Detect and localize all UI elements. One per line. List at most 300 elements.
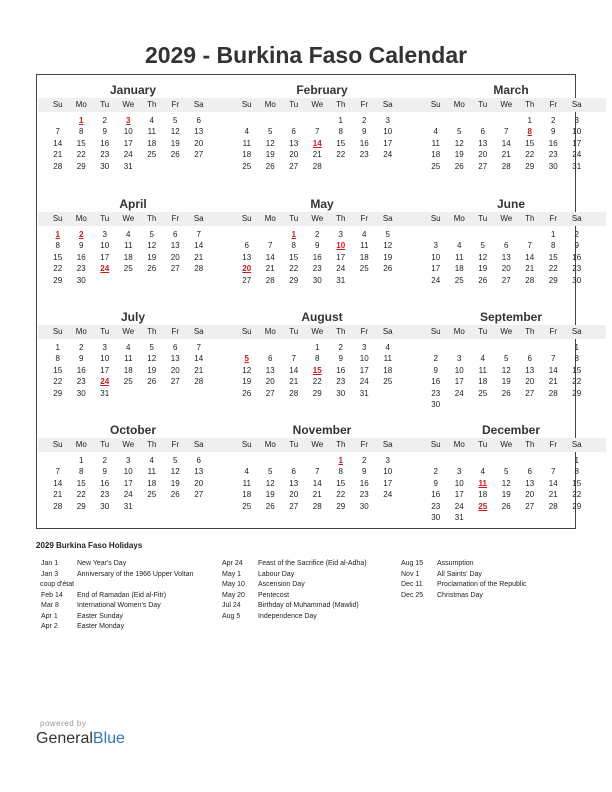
day-cell[interactable]: 28 (265, 275, 275, 285)
day-cell[interactable]: 11 (124, 354, 133, 364)
day-cell[interactable]: 21 (194, 252, 204, 262)
day-cell[interactable]: 18 (147, 478, 157, 488)
day-cell[interactable]: 25 (123, 377, 133, 387)
day-cell[interactable]: 3 (338, 230, 343, 239)
day-cell[interactable]: 25 (147, 150, 157, 160)
day-cell[interactable]: 7 (268, 241, 273, 251)
day-cell[interactable]: 29 (76, 161, 86, 171)
day-cell[interactable]: 13 (170, 354, 180, 364)
day-cell[interactable]: 25 (454, 275, 464, 285)
holiday-day[interactable]: 5 (244, 354, 249, 364)
day-cell[interactable]: 16 (548, 138, 558, 148)
day-cell[interactable]: 21 (53, 490, 63, 500)
day-cell[interactable]: 15 (53, 252, 63, 262)
day-cell[interactable]: 25 (431, 161, 441, 171)
day-cell[interactable]: 1 (79, 456, 84, 465)
day-cell[interactable]: 10 (572, 127, 582, 137)
day-cell[interactable]: 14 (53, 478, 63, 488)
day-cell[interactable]: 26 (501, 388, 511, 398)
holiday-day[interactable]: 1 (55, 230, 60, 239)
day-cell[interactable]: 31 (123, 161, 133, 171)
generalblue-logo[interactable] (36, 730, 125, 748)
day-cell[interactable]: 19 (265, 150, 275, 160)
day-cell[interactable]: 24 (336, 264, 346, 274)
day-cell[interactable]: 17 (383, 478, 393, 488)
day-cell[interactable]: 25 (359, 264, 369, 274)
day-cell[interactable]: 14 (265, 252, 275, 262)
day-cell[interactable]: 13 (242, 252, 252, 262)
day-cell[interactable]: 21 (548, 377, 558, 387)
day-cell[interactable]: 10 (123, 127, 133, 137)
day-cell[interactable]: 10 (359, 354, 369, 364)
day-cell[interactable]: 6 (268, 354, 273, 364)
day-cell[interactable]: 8 (574, 354, 579, 364)
day-cell[interactable]: 27 (525, 501, 535, 511)
day-cell[interactable]: 26 (501, 501, 511, 511)
day-cell[interactable]: 8 (55, 354, 60, 364)
day-cell[interactable]: 6 (527, 354, 532, 364)
day-cell[interactable]: 10 (100, 241, 110, 251)
day-cell[interactable]: 29 (336, 501, 346, 511)
day-cell[interactable]: 19 (147, 365, 157, 375)
day-cell[interactable]: 20 (289, 150, 299, 160)
day-cell[interactable]: 5 (268, 127, 273, 137)
day-cell[interactable]: 4 (480, 354, 485, 364)
day-cell[interactable]: 11 (124, 241, 133, 251)
day-cell[interactable]: 18 (478, 377, 488, 387)
day-cell[interactable]: 8 (551, 241, 556, 251)
day-cell[interactable]: 21 (53, 150, 63, 160)
day-cell[interactable]: 3 (362, 343, 367, 352)
day-cell[interactable]: 20 (525, 490, 535, 500)
day-cell[interactable]: 13 (501, 252, 511, 262)
day-cell[interactable]: 28 (548, 501, 558, 511)
day-cell[interactable]: 24 (454, 501, 464, 511)
day-cell[interactable]: 18 (123, 365, 133, 375)
day-cell[interactable]: 20 (478, 150, 488, 160)
day-cell[interactable]: 24 (359, 377, 369, 387)
day-cell[interactable]: 24 (383, 490, 393, 500)
day-cell[interactable]: 9 (551, 127, 556, 137)
day-cell[interactable]: 5 (173, 116, 178, 125)
day-cell[interactable]: 2 (551, 116, 556, 125)
day-cell[interactable]: 22 (76, 150, 86, 160)
holiday-day[interactable]: 20 (242, 264, 252, 274)
day-cell[interactable]: 7 (55, 467, 60, 477)
day-cell[interactable]: 2 (102, 116, 107, 125)
day-cell[interactable]: 30 (359, 501, 369, 511)
holiday-day[interactable]: 2 (79, 230, 84, 239)
day-cell[interactable]: 19 (242, 377, 252, 387)
day-cell[interactable]: 13 (170, 241, 180, 251)
day-cell[interactable]: 9 (433, 365, 438, 375)
day-cell[interactable]: 21 (548, 490, 558, 500)
day-cell[interactable]: 29 (53, 275, 63, 285)
day-cell[interactable]: 9 (315, 241, 320, 251)
day-cell[interactable]: 8 (55, 241, 60, 251)
day-cell[interactable]: 30 (100, 161, 110, 171)
day-cell[interactable]: 28 (312, 161, 322, 171)
day-cell[interactable]: 7 (527, 241, 532, 251)
day-cell[interactable]: 30 (572, 275, 582, 285)
day-cell[interactable]: 5 (268, 467, 273, 477)
day-cell[interactable]: 3 (574, 116, 579, 125)
day-cell[interactable]: 16 (312, 252, 322, 262)
day-cell[interactable]: 17 (359, 365, 369, 375)
day-cell[interactable]: 2 (433, 354, 438, 364)
day-cell[interactable]: 1 (574, 456, 579, 465)
day-cell[interactable]: 9 (574, 241, 579, 251)
day-cell[interactable]: 5 (149, 343, 154, 352)
day-cell[interactable]: 28 (525, 275, 535, 285)
holiday-day[interactable]: 24 (100, 264, 110, 274)
day-cell[interactable]: 12 (147, 241, 157, 251)
day-cell[interactable]: 19 (265, 490, 275, 500)
day-cell[interactable]: 7 (551, 467, 556, 477)
day-cell[interactable]: 20 (265, 377, 275, 387)
day-cell[interactable]: 24 (383, 150, 393, 160)
day-cell[interactable]: 16 (76, 365, 86, 375)
day-cell[interactable]: 6 (173, 230, 178, 239)
day-cell[interactable]: 11 (147, 467, 156, 477)
day-cell[interactable]: 7 (291, 354, 296, 364)
day-cell[interactable]: 18 (431, 150, 441, 160)
day-cell[interactable]: 9 (102, 467, 107, 477)
day-cell[interactable]: 23 (100, 150, 110, 160)
day-cell[interactable]: 15 (289, 252, 299, 262)
holiday-day[interactable]: 24 (100, 377, 110, 387)
day-cell[interactable]: 14 (289, 365, 299, 375)
day-cell[interactable]: 4 (362, 230, 367, 239)
day-cell[interactable]: 19 (454, 150, 464, 160)
day-cell[interactable]: 7 (196, 230, 201, 239)
day-cell[interactable]: 8 (574, 467, 579, 477)
day-cell[interactable]: 17 (100, 365, 110, 375)
day-cell[interactable]: 20 (194, 478, 204, 488)
day-cell[interactable]: 3 (457, 467, 462, 477)
day-cell[interactable]: 10 (383, 467, 393, 477)
day-cell[interactable]: 14 (312, 478, 322, 488)
day-cell[interactable]: 13 (478, 138, 488, 148)
day-cell[interactable]: 31 (100, 388, 110, 398)
day-cell[interactable]: 29 (572, 501, 582, 511)
day-cell[interactable]: 2 (433, 467, 438, 477)
day-cell[interactable]: 3 (102, 230, 107, 239)
day-cell[interactable]: 20 (501, 264, 511, 274)
day-cell[interactable]: 5 (480, 241, 485, 251)
day-cell[interactable]: 30 (431, 400, 441, 409)
day-cell[interactable]: 17 (123, 478, 133, 488)
day-cell[interactable]: 14 (53, 138, 63, 148)
day-cell[interactable]: 2 (574, 230, 579, 239)
day-cell[interactable]: 28 (194, 377, 204, 387)
day-cell[interactable]: 13 (525, 365, 535, 375)
holiday-day[interactable]: 1 (79, 116, 84, 125)
day-cell[interactable]: 17 (123, 138, 133, 148)
day-cell[interactable]: 13 (525, 478, 535, 488)
day-cell[interactable]: 13 (289, 138, 299, 148)
day-cell[interactable]: 10 (454, 478, 464, 488)
day-cell[interactable]: 3 (433, 241, 438, 251)
day-cell[interactable]: 13 (289, 478, 299, 488)
day-cell[interactable]: 6 (173, 343, 178, 352)
day-cell[interactable]: 30 (76, 275, 86, 285)
day-cell[interactable]: 24 (123, 490, 133, 500)
day-cell[interactable]: 30 (100, 501, 110, 511)
day-cell[interactable]: 14 (194, 354, 204, 364)
day-cell[interactable]: 27 (170, 264, 180, 274)
day-cell[interactable]: 23 (336, 377, 346, 387)
day-cell[interactable]: 21 (312, 490, 322, 500)
day-cell[interactable]: 19 (501, 377, 511, 387)
holiday-day[interactable]: 8 (527, 127, 532, 137)
day-cell[interactable]: 27 (501, 275, 511, 285)
day-cell[interactable]: 25 (147, 490, 157, 500)
day-cell[interactable]: 16 (431, 377, 441, 387)
day-cell[interactable]: 29 (548, 275, 558, 285)
day-cell[interactable]: 28 (53, 161, 63, 171)
day-cell[interactable]: 26 (265, 501, 275, 511)
day-cell[interactable]: 13 (265, 365, 275, 375)
day-cell[interactable]: 3 (385, 456, 390, 465)
day-cell[interactable]: 18 (123, 252, 133, 262)
day-cell[interactable]: 20 (170, 365, 180, 375)
day-cell[interactable]: 1 (315, 343, 320, 352)
day-cell[interactable]: 15 (76, 138, 86, 148)
day-cell[interactable]: 12 (147, 354, 157, 364)
day-cell[interactable]: 12 (454, 138, 464, 148)
holiday-day[interactable]: 10 (336, 241, 346, 251)
day-cell[interactable]: 15 (572, 365, 582, 375)
day-cell[interactable]: 26 (170, 490, 180, 500)
day-cell[interactable]: 29 (525, 161, 535, 171)
day-cell[interactable]: 26 (147, 264, 157, 274)
day-cell[interactable]: 17 (383, 138, 393, 148)
day-cell[interactable]: 11 (242, 138, 251, 148)
day-cell[interactable]: 10 (454, 365, 464, 375)
day-cell[interactable]: 16 (100, 138, 110, 148)
day-cell[interactable]: 8 (315, 354, 320, 364)
day-cell[interactable]: 19 (147, 252, 157, 262)
day-cell[interactable]: 19 (170, 478, 180, 488)
day-cell[interactable]: 23 (100, 490, 110, 500)
day-cell[interactable]: 7 (551, 354, 556, 364)
day-cell[interactable]: 18 (242, 150, 252, 160)
day-cell[interactable]: 22 (289, 264, 299, 274)
day-cell[interactable]: 3 (385, 116, 390, 125)
day-cell[interactable]: 18 (478, 490, 488, 500)
day-cell[interactable]: 29 (312, 388, 322, 398)
day-cell[interactable]: 11 (383, 354, 392, 364)
day-cell[interactable]: 22 (548, 264, 558, 274)
day-cell[interactable]: 6 (196, 116, 201, 125)
day-cell[interactable]: 23 (431, 501, 441, 511)
day-cell[interactable]: 22 (53, 377, 63, 387)
day-cell[interactable]: 29 (53, 388, 63, 398)
day-cell[interactable]: 4 (244, 467, 249, 477)
day-cell[interactable]: 16 (100, 478, 110, 488)
day-cell[interactable]: 1 (527, 116, 532, 125)
day-cell[interactable]: 5 (504, 467, 509, 477)
day-cell[interactable]: 11 (242, 478, 251, 488)
day-cell[interactable]: 30 (312, 275, 322, 285)
day-cell[interactable]: 27 (525, 388, 535, 398)
day-cell[interactable]: 31 (359, 388, 369, 398)
day-cell[interactable]: 25 (383, 377, 393, 387)
day-cell[interactable]: 12 (478, 252, 488, 262)
day-cell[interactable]: 17 (431, 264, 441, 274)
day-cell[interactable]: 15 (53, 365, 63, 375)
day-cell[interactable]: 20 (170, 252, 180, 262)
day-cell[interactable]: 18 (359, 252, 369, 262)
day-cell[interactable]: 13 (194, 467, 204, 477)
day-cell[interactable]: 28 (548, 388, 558, 398)
day-cell[interactable]: 20 (289, 490, 299, 500)
day-cell[interactable]: 27 (194, 150, 204, 160)
day-cell[interactable]: 26 (478, 275, 488, 285)
day-cell[interactable]: 23 (312, 264, 322, 274)
day-cell[interactable]: 26 (147, 377, 157, 387)
day-cell[interactable]: 5 (504, 354, 509, 364)
day-cell[interactable]: 9 (79, 354, 84, 364)
day-cell[interactable]: 4 (244, 127, 249, 137)
day-cell[interactable]: 16 (359, 478, 369, 488)
day-cell[interactable]: 28 (501, 161, 511, 171)
day-cell[interactable]: 30 (548, 161, 558, 171)
holiday-day[interactable]: 25 (478, 501, 488, 511)
day-cell[interactable]: 11 (455, 252, 464, 262)
day-cell[interactable]: 22 (76, 490, 86, 500)
day-cell[interactable]: 19 (501, 490, 511, 500)
day-cell[interactable]: 18 (147, 138, 157, 148)
day-cell[interactable]: 26 (170, 150, 180, 160)
day-cell[interactable]: 18 (383, 365, 393, 375)
day-cell[interactable]: 27 (478, 161, 488, 171)
day-cell[interactable]: 16 (431, 490, 441, 500)
day-cell[interactable]: 2 (102, 456, 107, 465)
day-cell[interactable]: 19 (383, 252, 393, 262)
day-cell[interactable]: 17 (454, 490, 464, 500)
day-cell[interactable]: 12 (501, 478, 511, 488)
day-cell[interactable]: 4 (480, 467, 485, 477)
day-cell[interactable]: 18 (242, 490, 252, 500)
day-cell[interactable]: 29 (76, 501, 86, 511)
day-cell[interactable]: 9 (102, 127, 107, 137)
day-cell[interactable]: 22 (572, 377, 582, 387)
day-cell[interactable]: 12 (170, 467, 180, 477)
day-cell[interactable]: 12 (170, 127, 180, 137)
day-cell[interactable]: 22 (525, 150, 535, 160)
day-cell[interactable]: 20 (525, 377, 535, 387)
day-cell[interactable]: 13 (194, 127, 204, 137)
day-cell[interactable]: 14 (548, 478, 558, 488)
day-cell[interactable]: 27 (194, 490, 204, 500)
day-cell[interactable]: 6 (244, 241, 249, 251)
day-cell[interactable]: 20 (194, 138, 204, 148)
day-cell[interactable]: 8 (79, 467, 84, 477)
day-cell[interactable]: 4 (126, 343, 131, 352)
day-cell[interactable]: 4 (457, 241, 462, 251)
day-cell[interactable]: 28 (289, 388, 299, 398)
day-cell[interactable]: 5 (149, 230, 154, 239)
day-cell[interactable]: 15 (76, 478, 86, 488)
day-cell[interactable]: 19 (170, 138, 180, 148)
day-cell[interactable]: 7 (315, 127, 320, 137)
day-cell[interactable]: 9 (433, 478, 438, 488)
day-cell[interactable]: 22 (572, 490, 582, 500)
day-cell[interactable]: 16 (572, 252, 582, 262)
day-cell[interactable]: 23 (431, 388, 441, 398)
day-cell[interactable]: 8 (338, 467, 343, 477)
day-cell[interactable]: 11 (478, 365, 487, 375)
day-cell[interactable]: 6 (291, 127, 296, 137)
day-cell[interactable]: 4 (433, 127, 438, 137)
day-cell[interactable]: 6 (527, 467, 532, 477)
holiday-day[interactable]: 1 (291, 230, 296, 239)
day-cell[interactable]: 26 (242, 388, 252, 398)
day-cell[interactable]: 15 (336, 478, 346, 488)
day-cell[interactable]: 22 (336, 490, 346, 500)
day-cell[interactable]: 25 (242, 161, 252, 171)
day-cell[interactable]: 27 (170, 377, 180, 387)
day-cell[interactable]: 22 (53, 264, 63, 274)
day-cell[interactable]: 23 (548, 150, 558, 160)
day-cell[interactable]: 31 (336, 275, 346, 285)
day-cell[interactable]: 17 (336, 252, 346, 262)
day-cell[interactable]: 10 (123, 467, 133, 477)
day-cell[interactable]: 23 (76, 264, 86, 274)
day-cell[interactable]: 12 (265, 478, 275, 488)
day-cell[interactable]: 3 (102, 343, 107, 352)
day-cell[interactable]: 28 (312, 501, 322, 511)
day-cell[interactable]: 19 (478, 264, 488, 274)
day-cell[interactable]: 28 (194, 264, 204, 274)
day-cell[interactable]: 5 (457, 127, 462, 137)
day-cell[interactable]: 28 (53, 501, 63, 511)
day-cell[interactable]: 26 (265, 161, 275, 171)
day-cell[interactable]: 2 (338, 343, 343, 352)
day-cell[interactable]: 23 (359, 150, 369, 160)
day-cell[interactable]: 6 (480, 127, 485, 137)
day-cell[interactable]: 6 (196, 456, 201, 465)
day-cell[interactable]: 22 (336, 150, 346, 160)
day-cell[interactable]: 1 (338, 116, 343, 125)
day-cell[interactable]: 29 (572, 388, 582, 398)
day-cell[interactable]: 12 (265, 138, 275, 148)
day-cell[interactable]: 21 (289, 377, 299, 387)
day-cell[interactable]: 4 (149, 116, 154, 125)
day-cell[interactable]: 17 (572, 138, 582, 148)
day-cell[interactable]: 26 (383, 264, 393, 274)
day-cell[interactable]: 14 (194, 241, 204, 251)
day-cell[interactable]: 6 (291, 467, 296, 477)
day-cell[interactable]: 31 (454, 513, 464, 522)
day-cell[interactable]: 15 (572, 478, 582, 488)
day-cell[interactable]: 22 (312, 377, 322, 387)
day-cell[interactable]: 9 (362, 467, 367, 477)
day-cell[interactable]: 14 (525, 252, 535, 262)
day-cell[interactable]: 11 (431, 138, 440, 148)
day-cell[interactable]: 9 (362, 127, 367, 137)
day-cell[interactable]: 23 (572, 264, 582, 274)
day-cell[interactable]: 12 (383, 241, 393, 251)
day-cell[interactable]: 15 (525, 138, 535, 148)
day-cell[interactable]: 12 (242, 365, 252, 375)
day-cell[interactable]: 16 (336, 365, 346, 375)
day-cell[interactable]: 31 (123, 501, 133, 511)
day-cell[interactable]: 11 (360, 241, 369, 251)
holiday-day[interactable]: 1 (338, 456, 343, 465)
